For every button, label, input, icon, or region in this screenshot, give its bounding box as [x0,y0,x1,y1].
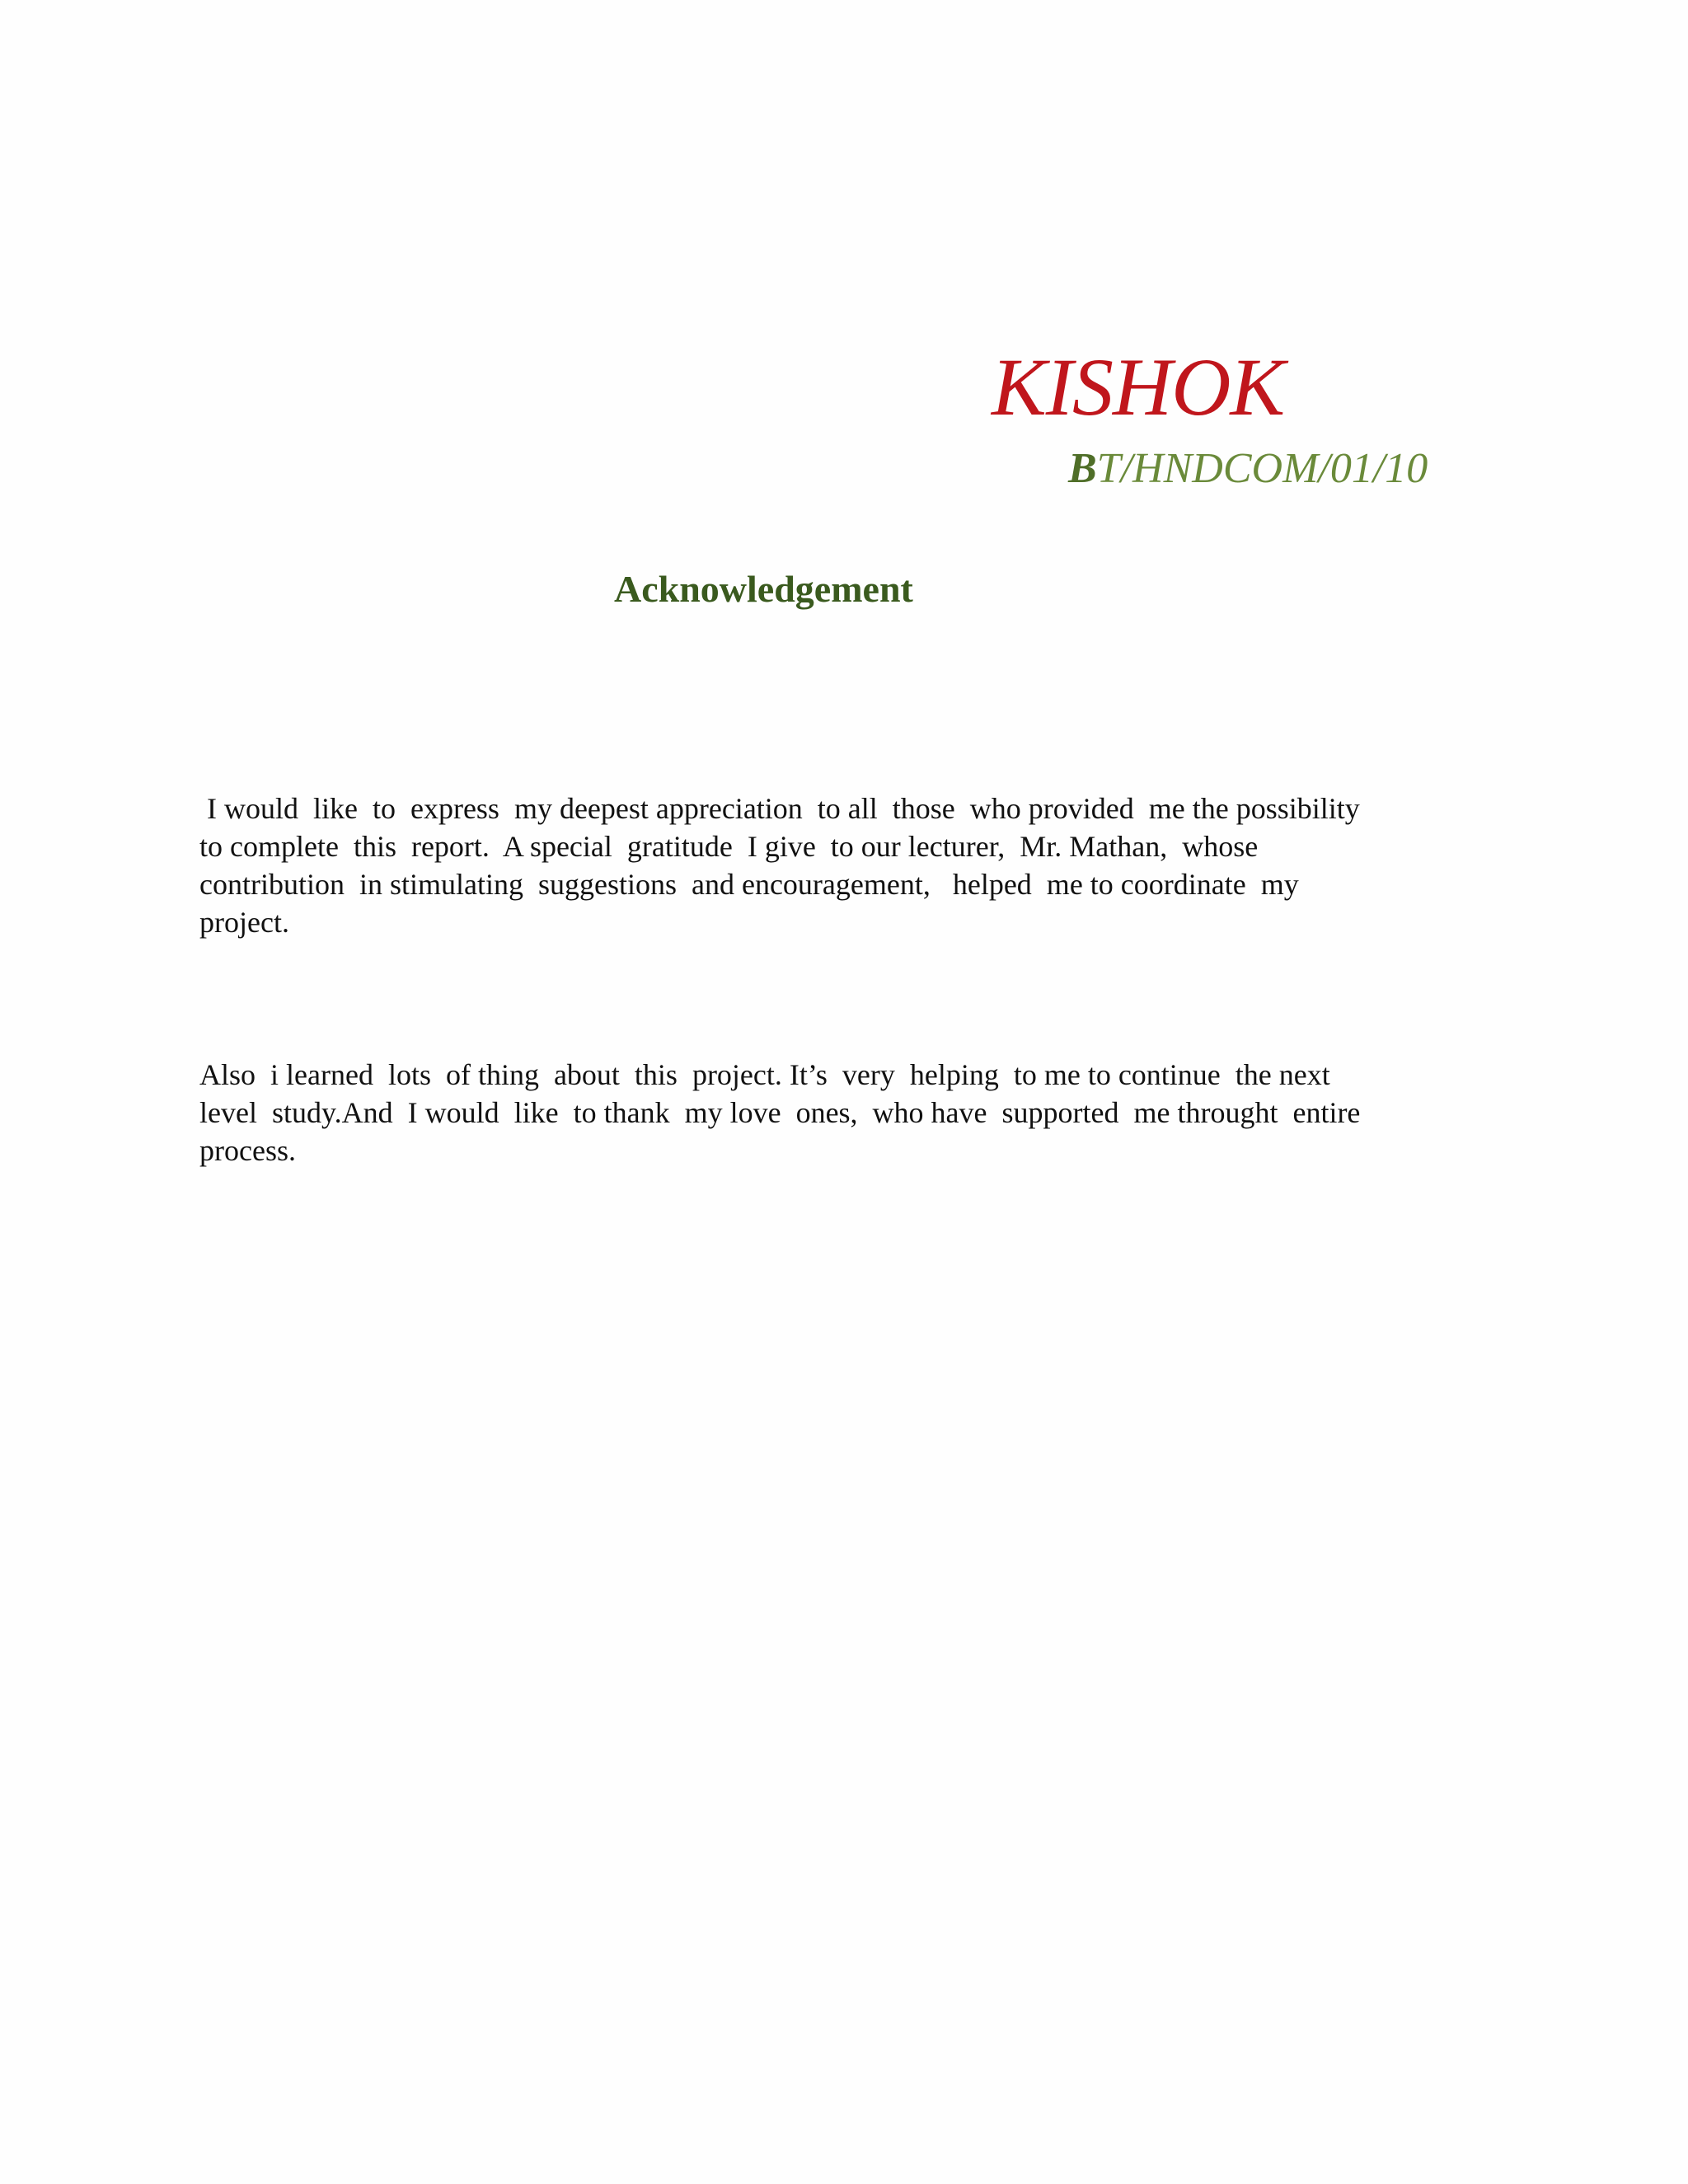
author-name: KISHOK [992,341,1285,433]
paragraph-line: process. [199,1134,296,1167]
paragraph-line: contribution in stimulating suggestions and encouragement, helped me to coordinate my [199,868,1299,901]
paragraph-line: Also i learned lots of thing about this project. It’s very helping to me to continue the next [199,1058,1330,1091]
paragraph-appreciation [199,790,1428,941]
student-id-rest: T/HNDCOM/01/10 [1096,445,1428,492]
student-id-first-letter: B [1068,445,1097,492]
paragraph-line: project. [199,906,289,939]
paragraph-line: to complete this report. A special gratitude I give to our lecturer, Mr. Mathan, whose [199,830,1259,863]
paragraph-learning [199,1056,1428,1169]
paragraph-line: level study.And I would like to thank my love ones, who have supported me throught entire [199,1096,1361,1129]
page-title: Acknowledgement [614,568,913,610]
student-id [1068,445,1428,492]
paragraph-line: I would like to express my deepest appreciation to all those who provided me the possibility [199,792,1360,825]
